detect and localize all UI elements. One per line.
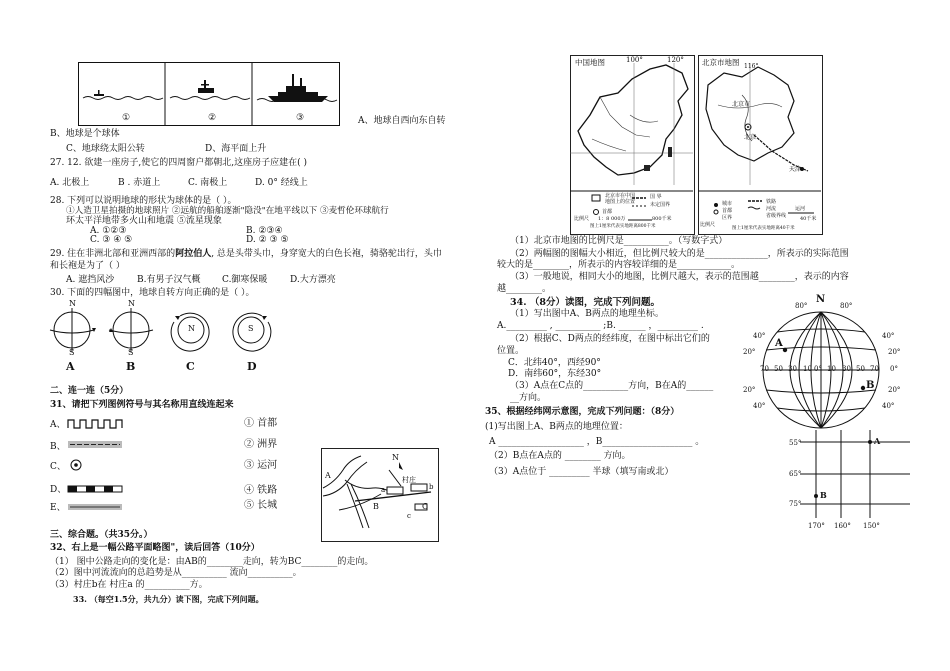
q31-text: 31、请把下列图例符号与其名称用直线连起来 — [50, 400, 234, 410]
china-legend-undefined: 未定国界 — [650, 202, 671, 208]
legend-name-great-wall: ⑤ 长城 — [244, 500, 278, 511]
ship-label-2: ② — [208, 113, 217, 123]
q33-part-2a: （2）两幅图的图幅大小相近，但比例尺较大的是______________，所表示的实际范围 — [510, 249, 849, 259]
q34-part-3b: __方向。 — [510, 393, 547, 403]
globe-b-n: N — [128, 299, 135, 308]
q34-globe-top-right: 80° — [840, 302, 853, 310]
legend-letter-e: E、 — [50, 503, 66, 513]
globe-d-s: S — [248, 324, 254, 333]
legend-letter-d: D、 — [50, 485, 67, 495]
q34-globe-lon-50e: 50 — [856, 365, 865, 373]
q35-lon-170: 170° — [808, 522, 825, 530]
q35-grid — [800, 430, 910, 522]
legend-name-railway: ④ 铁路 — [244, 485, 278, 496]
china-lon-120: 120° — [667, 56, 684, 64]
beijing-legend-province: 省级界线 — [766, 213, 787, 219]
beijing-legend-district: 区界 — [722, 215, 733, 221]
q29-post: , 总是头带头巾，身穿宽大的白色长袍，骑骆驼出行，头巾 — [211, 249, 442, 259]
q34-globe-left-4: 40° — [753, 402, 766, 410]
road-map-label-A: A — [325, 471, 331, 480]
q34-globe-north: N — [816, 294, 826, 305]
q34-globe-left-3: 20° — [743, 386, 756, 394]
q34-globe-right-3: 0° — [890, 365, 898, 373]
q34-part-1b: A._________ , __________ ;B. ______ ，_________ . — [497, 321, 704, 331]
section-3-title: 三、综合题。（共35分。） — [50, 530, 153, 540]
q26-option-c: C、地球绕太阳公转 — [66, 144, 145, 154]
q29-option-b: B.有男子汉气概 — [137, 275, 201, 285]
q27-option-a: A. 北极上 — [50, 178, 90, 188]
q34-part-2a: （2）根据C、D两点的经纬度，在图中标出它们的 — [510, 334, 710, 344]
road-map-label-a: a — [381, 486, 386, 494]
legend-name-continent-border: ② 洲界 — [244, 439, 278, 450]
q35-text: 35、根据经纬网示意图，完成下列问题：（8分） — [485, 407, 680, 417]
beijing-label-city: 北京市 — [732, 101, 751, 108]
q33-text: 33. （每空1.5分，共九分）读下图，完成下列问题。 — [73, 594, 264, 604]
china-scale-note: 图上1厘米代表实地距离800千米 — [590, 224, 656, 229]
china-scale-label: 比例尺 — [574, 216, 590, 222]
q33-part-3a: （3）一般地说，相同大小的地图，比例尺越大，表示的范围越________，表示的内容 — [510, 272, 849, 282]
legend-letter-a: A、 — [50, 420, 66, 430]
road-map-drawing — [321, 448, 438, 541]
china-map-title: 中国地图 — [575, 58, 605, 67]
q34-globe-lon-10w: 10 — [803, 365, 812, 373]
beijing-label-capital: 北京 — [744, 134, 757, 141]
q29-line2: 和长袍是为了（ ） — [50, 261, 125, 271]
road-map-village: 村庄 — [402, 476, 416, 484]
q26-option-d: D、海平面上升 — [205, 144, 267, 154]
q29-text — [50, 249, 442, 260]
q30-text: 30. 下面的四幅图中，地球自转方向正确的是（ ）。 — [50, 288, 255, 298]
q34-part-2b: 位置。 — [497, 346, 525, 356]
q34-globe-lon-10e: 10 — [827, 365, 836, 373]
q26-option-a: A、地球自西向东自转 — [358, 116, 446, 126]
q28-option-b: B. ②③④ — [246, 226, 283, 236]
q35-point-a: A — [874, 436, 881, 446]
q34-point-d: D．南纬60°，东经30° — [508, 369, 602, 379]
legend-symbols — [64, 416, 134, 516]
beijing-legend-capital: 首都 — [722, 208, 733, 214]
legend-letter-c: C、 — [50, 462, 66, 472]
q34-globe-right-1: 40° — [882, 332, 895, 340]
q34-globe-lon-30w: 30 — [788, 365, 797, 373]
q33-part-3b: 越________。 — [497, 284, 552, 294]
beijing-legend-railway: 铁路 — [766, 199, 777, 205]
q34-part-3a: （3）A点在C点的__________方向，B在A的______ — [510, 381, 714, 391]
china-legend-capital: 首都 — [602, 209, 613, 215]
q28-text: 28. 下列可以说明地球的形状为球体的是（ ）。 — [50, 196, 237, 206]
legend-name-capital: ① 首都 — [244, 418, 278, 429]
q32-part-2: （2）图中河流流向的总趋势是从__________ 流向__________。 — [50, 568, 302, 578]
q34-globe-zero: 0° — [814, 365, 822, 373]
q29-option-d: D.大方漂亮 — [290, 275, 336, 285]
beijing-scale-km: 40千米 — [800, 216, 817, 222]
q35-lat-65: 65° — [789, 470, 802, 478]
q27-option-b: B . 赤道上 — [118, 178, 161, 188]
beijing-legend-city: 城市 — [722, 201, 733, 207]
q26-option-b: B、地球是个球体 — [50, 129, 120, 139]
beijing-legend-river: 河流 — [766, 206, 777, 212]
china-legend-border: 国 界 — [650, 194, 662, 200]
q35-lon-150: 150° — [863, 522, 880, 530]
beijing-label-tianjin: 天津 — [789, 166, 802, 173]
q34-globe-left-2: 20° — [743, 348, 756, 356]
q34-globe-lon-70e: 70 — [870, 365, 879, 373]
globe-label-b: B — [126, 360, 136, 373]
q28-option-a: A. ①②③ — [90, 226, 127, 236]
q34-globe-top-left: 80° — [795, 302, 808, 310]
q28-items: ①人造卫星拍摄的地球照片 ②远航的船舶逐渐"隐没"在地平线以下 ③麦哲伦环球航行 — [66, 206, 389, 216]
q34-point-c: C．北纬40°，西经90° — [508, 358, 601, 368]
legend-name-canal: ③ 运河 — [244, 460, 278, 471]
q34-globe-left-1: 40° — [753, 332, 766, 340]
q27-option-d: D. 0° 经线上 — [255, 178, 308, 188]
q32-part-3: （3）村庄b在 村庄a 的__________方。 — [50, 580, 208, 590]
china-scale-km: 800千米 — [652, 216, 672, 222]
section-2-title: 二、连一连（5分） — [50, 386, 129, 396]
q33-part-1: （1）北京市地图的比例尺是__________。（写数字式） — [510, 236, 728, 246]
beijing-map-title: 北京市地图 — [702, 58, 740, 67]
road-map-label-b: b — [429, 483, 434, 491]
china-legend-1: 北京市在中国 — [605, 193, 636, 199]
q35-point-b: B — [820, 490, 827, 500]
china-legend-2: 地图上的位置 — [605, 199, 636, 205]
q34-globe-right-2: 20° — [888, 348, 901, 356]
beijing-legend-canal: 运河 — [795, 206, 806, 212]
q27-text: 27. 12. 欲建一座房子,使它的四周窗户都朝北,这座房子应建在( ) — [50, 158, 307, 168]
q27-option-c: C. 南极上 — [188, 178, 228, 188]
china-map-drawing — [570, 55, 694, 235]
q29-bold: 阿拉伯人 — [175, 249, 212, 259]
q34-globe-point-b: B — [866, 380, 875, 391]
q34-globe-lon-30e: 30 — [842, 365, 851, 373]
globe-label-a: A — [66, 360, 75, 373]
globe-a-s: S — [69, 348, 75, 357]
road-map-label-C: C — [422, 502, 429, 511]
q35-lat-75: 75° — [789, 500, 802, 508]
q34-globe-lon-70w: 70 — [760, 365, 769, 373]
globe-a-n: N — [69, 299, 76, 308]
globe-label-d: D — [247, 360, 257, 373]
ship-label-1: ① — [122, 113, 131, 123]
q29-option-a: A. 遮挡风沙 — [66, 275, 115, 285]
q34-globe-point-a: A — [775, 338, 783, 349]
q29-pre: 29. 住在非洲北部和亚洲西部的 — [50, 249, 176, 259]
q35-part-1: (1)写出图上A、B两点的地理位置： — [485, 422, 628, 432]
beijing-scale-note: 图上1厘米代表实地距离40千米 — [732, 226, 795, 231]
legend-letter-b: B、 — [50, 442, 66, 452]
q28-option-c: C. ③ ④ ⑤ — [90, 235, 133, 245]
q34-text: 34. （8分）读图，完成下列问题。 — [510, 297, 660, 308]
road-map-north: N — [392, 453, 399, 462]
q29-option-c: C.御寒保暖 — [222, 275, 268, 285]
globe-label-c: C — [186, 360, 195, 373]
beijing-lon: 116° — [744, 63, 759, 70]
q35-part-1a: A ___________________ ，B____________________ 。 — [489, 437, 705, 447]
q35-lat-55: 55° — [789, 439, 802, 447]
q35-part-2: （2）B点在A点的 ________ 方向。 — [489, 451, 631, 461]
q28-items-2: 环太平洋地带多火山和地震 ⑤流星现象 — [66, 216, 222, 226]
q32-text: 32、右上是一幅公路平面略图"，读后回答（10分） — [50, 543, 260, 553]
globe-c-n: N — [188, 324, 195, 333]
beijing-scale-label: 比例尺 — [700, 222, 716, 228]
china-lon-100: 100° — [626, 56, 643, 64]
road-map-label-B: B — [373, 502, 379, 511]
globe-b-s: S — [128, 348, 134, 357]
q35-part-3: （3）A点位于 _________ 半球（填写南或北） — [489, 467, 674, 477]
q32-part-1: （1） 图中公路走向的变化是：由AB的________走向，转为BC________的走向。 — [50, 557, 374, 567]
q33-part-2b: 较大的是________，所表示的内容较详细的是____________。 — [497, 260, 741, 270]
ship-label-3: ③ — [296, 113, 305, 123]
road-map-label-c: c — [407, 512, 411, 520]
q34-globe-lon-50w: 50 — [774, 365, 783, 373]
q35-lon-160: 160° — [834, 522, 851, 530]
q34-part-1: （1）写出图中A、B两点的地理坐标。 — [510, 309, 664, 319]
q34-globe-right-5: 40° — [882, 402, 895, 410]
q34-globe-right-4: 20° — [888, 386, 901, 394]
q28-option-d: D. ② ③ ⑤ — [246, 235, 289, 245]
china-scale: 1：8 000万 — [598, 216, 626, 222]
